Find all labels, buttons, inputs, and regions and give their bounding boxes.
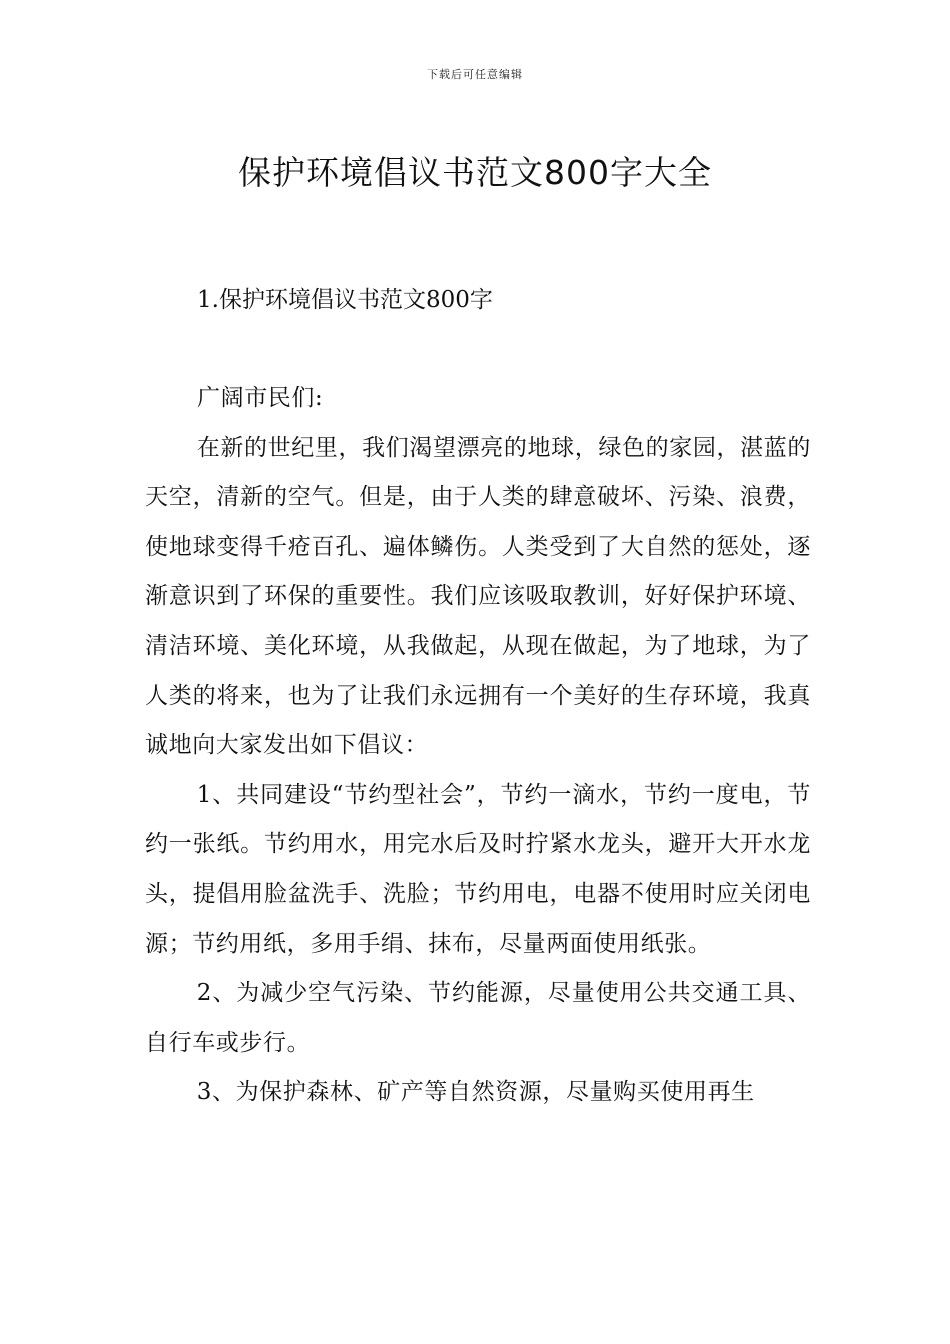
section-heading: 1.保护环境倡议书范文800字	[197, 287, 493, 313]
document-title: 保护环境倡议书范文800字大全	[238, 153, 712, 193]
salutation: 广阔市民们:	[197, 385, 324, 411]
paragraph-item-3: 3、为保护森林、矿产等自然资源，尽量购买使用再生	[196, 1079, 755, 1106]
paragraph-item-1: 1、共同建设“节约型社会”，节约一滴水，节约一度电，节约一张纸。节约用水，用完水后及时拧紧水龙头，避开大开水龙头，提倡用脸盆洗手、洗脸；节约用电，电器不使用时应关闭电源；节约用纸，多用手绢、抹布，尽量两面使用纸张。	[145, 781, 811, 957]
body-text	[145, 374, 811, 1118]
paragraph-item-2: 2、为减少空气污染、节约能源，尽量使用公共交通工具、自行车或步行。	[145, 980, 811, 1056]
header-note: 下载后可任意编辑	[427, 68, 523, 81]
paragraph-intro: 在新的世纪里，我们渴望漂亮的地球，绿色的家园，湛蓝的天空，清新的空气。但是，由于人类的肆意破坏、污染、浪费，使地球变得千疮百孔、遍体鳞伤。人类受到了大自然的惩处，逐渐意识到了环保的重要性。我们应该吸取教训，好好保护环境、清洁环境、美化环境，从我做起，从现在做起，为了地球，为了人类的将来，也为了让我们永远拥有一个美好的生存环境，我真诚地向大家发出如下倡议：	[145, 434, 811, 759]
